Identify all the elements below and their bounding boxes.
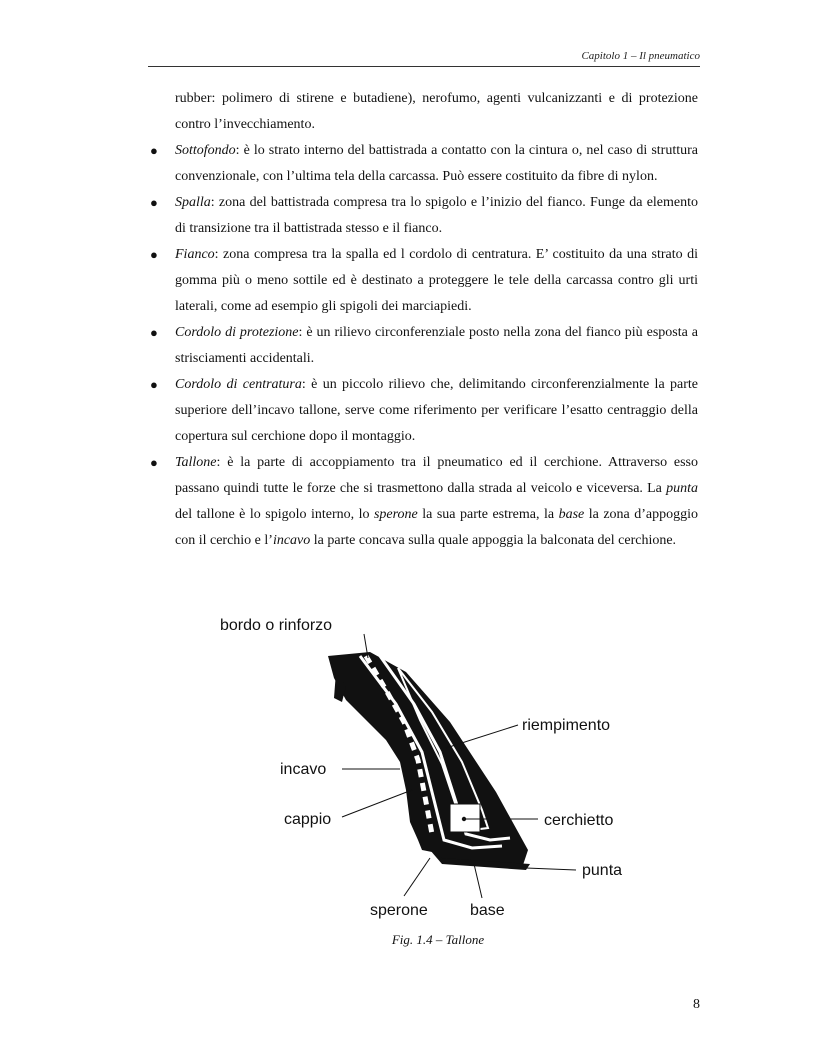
label-base: base xyxy=(470,902,505,919)
bullet-icon: ● xyxy=(150,377,158,392)
bullet-icon: ● xyxy=(150,325,158,340)
bullet-icon: ● xyxy=(150,143,158,158)
term-separator: : xyxy=(298,325,307,340)
inline-term: sperone xyxy=(373,507,418,522)
label-incavo: incavo xyxy=(280,761,327,778)
label-punta: punta xyxy=(582,862,623,879)
inline-term: base xyxy=(558,507,585,522)
page-number: 8 xyxy=(693,997,700,1012)
definition-term: Tallone xyxy=(175,455,217,470)
list-item xyxy=(148,372,698,450)
list-item xyxy=(148,138,698,190)
label-sperone: sperone xyxy=(370,902,428,919)
list-item xyxy=(148,320,698,372)
definition-term: Sottofondo xyxy=(175,143,236,158)
leader-base xyxy=(474,864,482,898)
definition-text: è un rilievo circonferenziale posto nella zona del fianco più esposta a strisciamenti accidentali. xyxy=(175,325,698,366)
intro-paragraph: rubber: polimero di stirene e butadiene), nerofumo, agenti vulcanizzanti e di protezione contro l’invecchiamento. xyxy=(175,91,698,132)
bead-body xyxy=(328,652,528,868)
label-cerchietto: cerchietto xyxy=(544,812,614,829)
definition-term: Spalla xyxy=(175,195,211,210)
bullet-icon: ● xyxy=(150,455,158,470)
definition-text: zona del battistrada compresa tra lo spigolo e l’inizio del fianco. Funge da elemento di transizione tra il battistrada stesso e il fianco. xyxy=(175,195,699,236)
list-item xyxy=(148,190,698,242)
running-header: Capitolo 1 – Il pneumatico xyxy=(581,50,700,62)
definition-term: Cordolo di centratura xyxy=(175,377,302,392)
bullet-icon: ● xyxy=(150,247,158,262)
header-rule xyxy=(148,66,700,67)
definition-text: la zona d’appoggio con il cerchio e l’ xyxy=(175,507,698,548)
inline-term: incavo xyxy=(272,533,311,548)
leader-dot xyxy=(462,817,466,821)
term-separator: : xyxy=(210,195,219,210)
label-riempimento: riempimento xyxy=(522,717,611,734)
body-text xyxy=(148,86,698,554)
definition-text: la sua parte estrema, la xyxy=(417,507,559,522)
tallone-diagram xyxy=(210,612,640,932)
term-separator: : xyxy=(235,143,244,158)
definition-term: Cordolo di protezione xyxy=(175,325,299,340)
list-item xyxy=(148,242,698,320)
definition-text: la parte concava sulla quale appoggia la balconata del cerchione. xyxy=(310,533,677,548)
definition-text: del tallone è lo spigolo interno, lo xyxy=(175,507,374,522)
definition-list xyxy=(148,138,698,554)
label-bordo: bordo o rinforzo xyxy=(220,617,333,634)
figure-caption: Fig. 1.4 – Tallone xyxy=(391,932,485,947)
term-separator: : xyxy=(214,247,224,262)
term-separator: : xyxy=(301,377,312,392)
definition-text: è la parte di accoppiamento tra il pneumatico ed il cerchione. Attraverso esso passano quindi tutte le forze che si trasmettono dalla strada al veicolo e viceversa. La xyxy=(175,455,699,496)
definition-text: è un piccolo rilievo che, delimitando circonferenzialmente la parte superiore dell’incavo tallone, serve come riferimento per verificare l’esatto centraggio della copertura sul cerchione dopo il montaggio. xyxy=(175,377,698,444)
leader-punta xyxy=(526,868,576,870)
list-item-tallone xyxy=(148,450,698,554)
inline-term: punta xyxy=(666,481,698,496)
definition-text: zona compresa tra la spalla ed l cordolo di centratura. E’ costituito da una strato di gomma più o meno sottile ed è destinato a proteggere le tele della carcassa contro gli urti laterali, come ad esempio gli spigoli dei marciapiedi. xyxy=(175,247,698,314)
definition-term: Fianco xyxy=(175,247,215,262)
label-cappio: cappio xyxy=(284,811,332,828)
leader-sperone xyxy=(404,858,430,896)
bullet-icon: ● xyxy=(150,195,158,210)
definition-text: è lo strato interno del battistrada a contatto con la cintura o, nel caso di struttura convenzionale, con l’ultima tela della carcassa. Può essere costituito da fibre di nylon. xyxy=(175,143,698,184)
term-separator: : xyxy=(216,455,228,470)
tallone-figure xyxy=(210,612,640,932)
leader-cappio xyxy=(342,790,412,817)
